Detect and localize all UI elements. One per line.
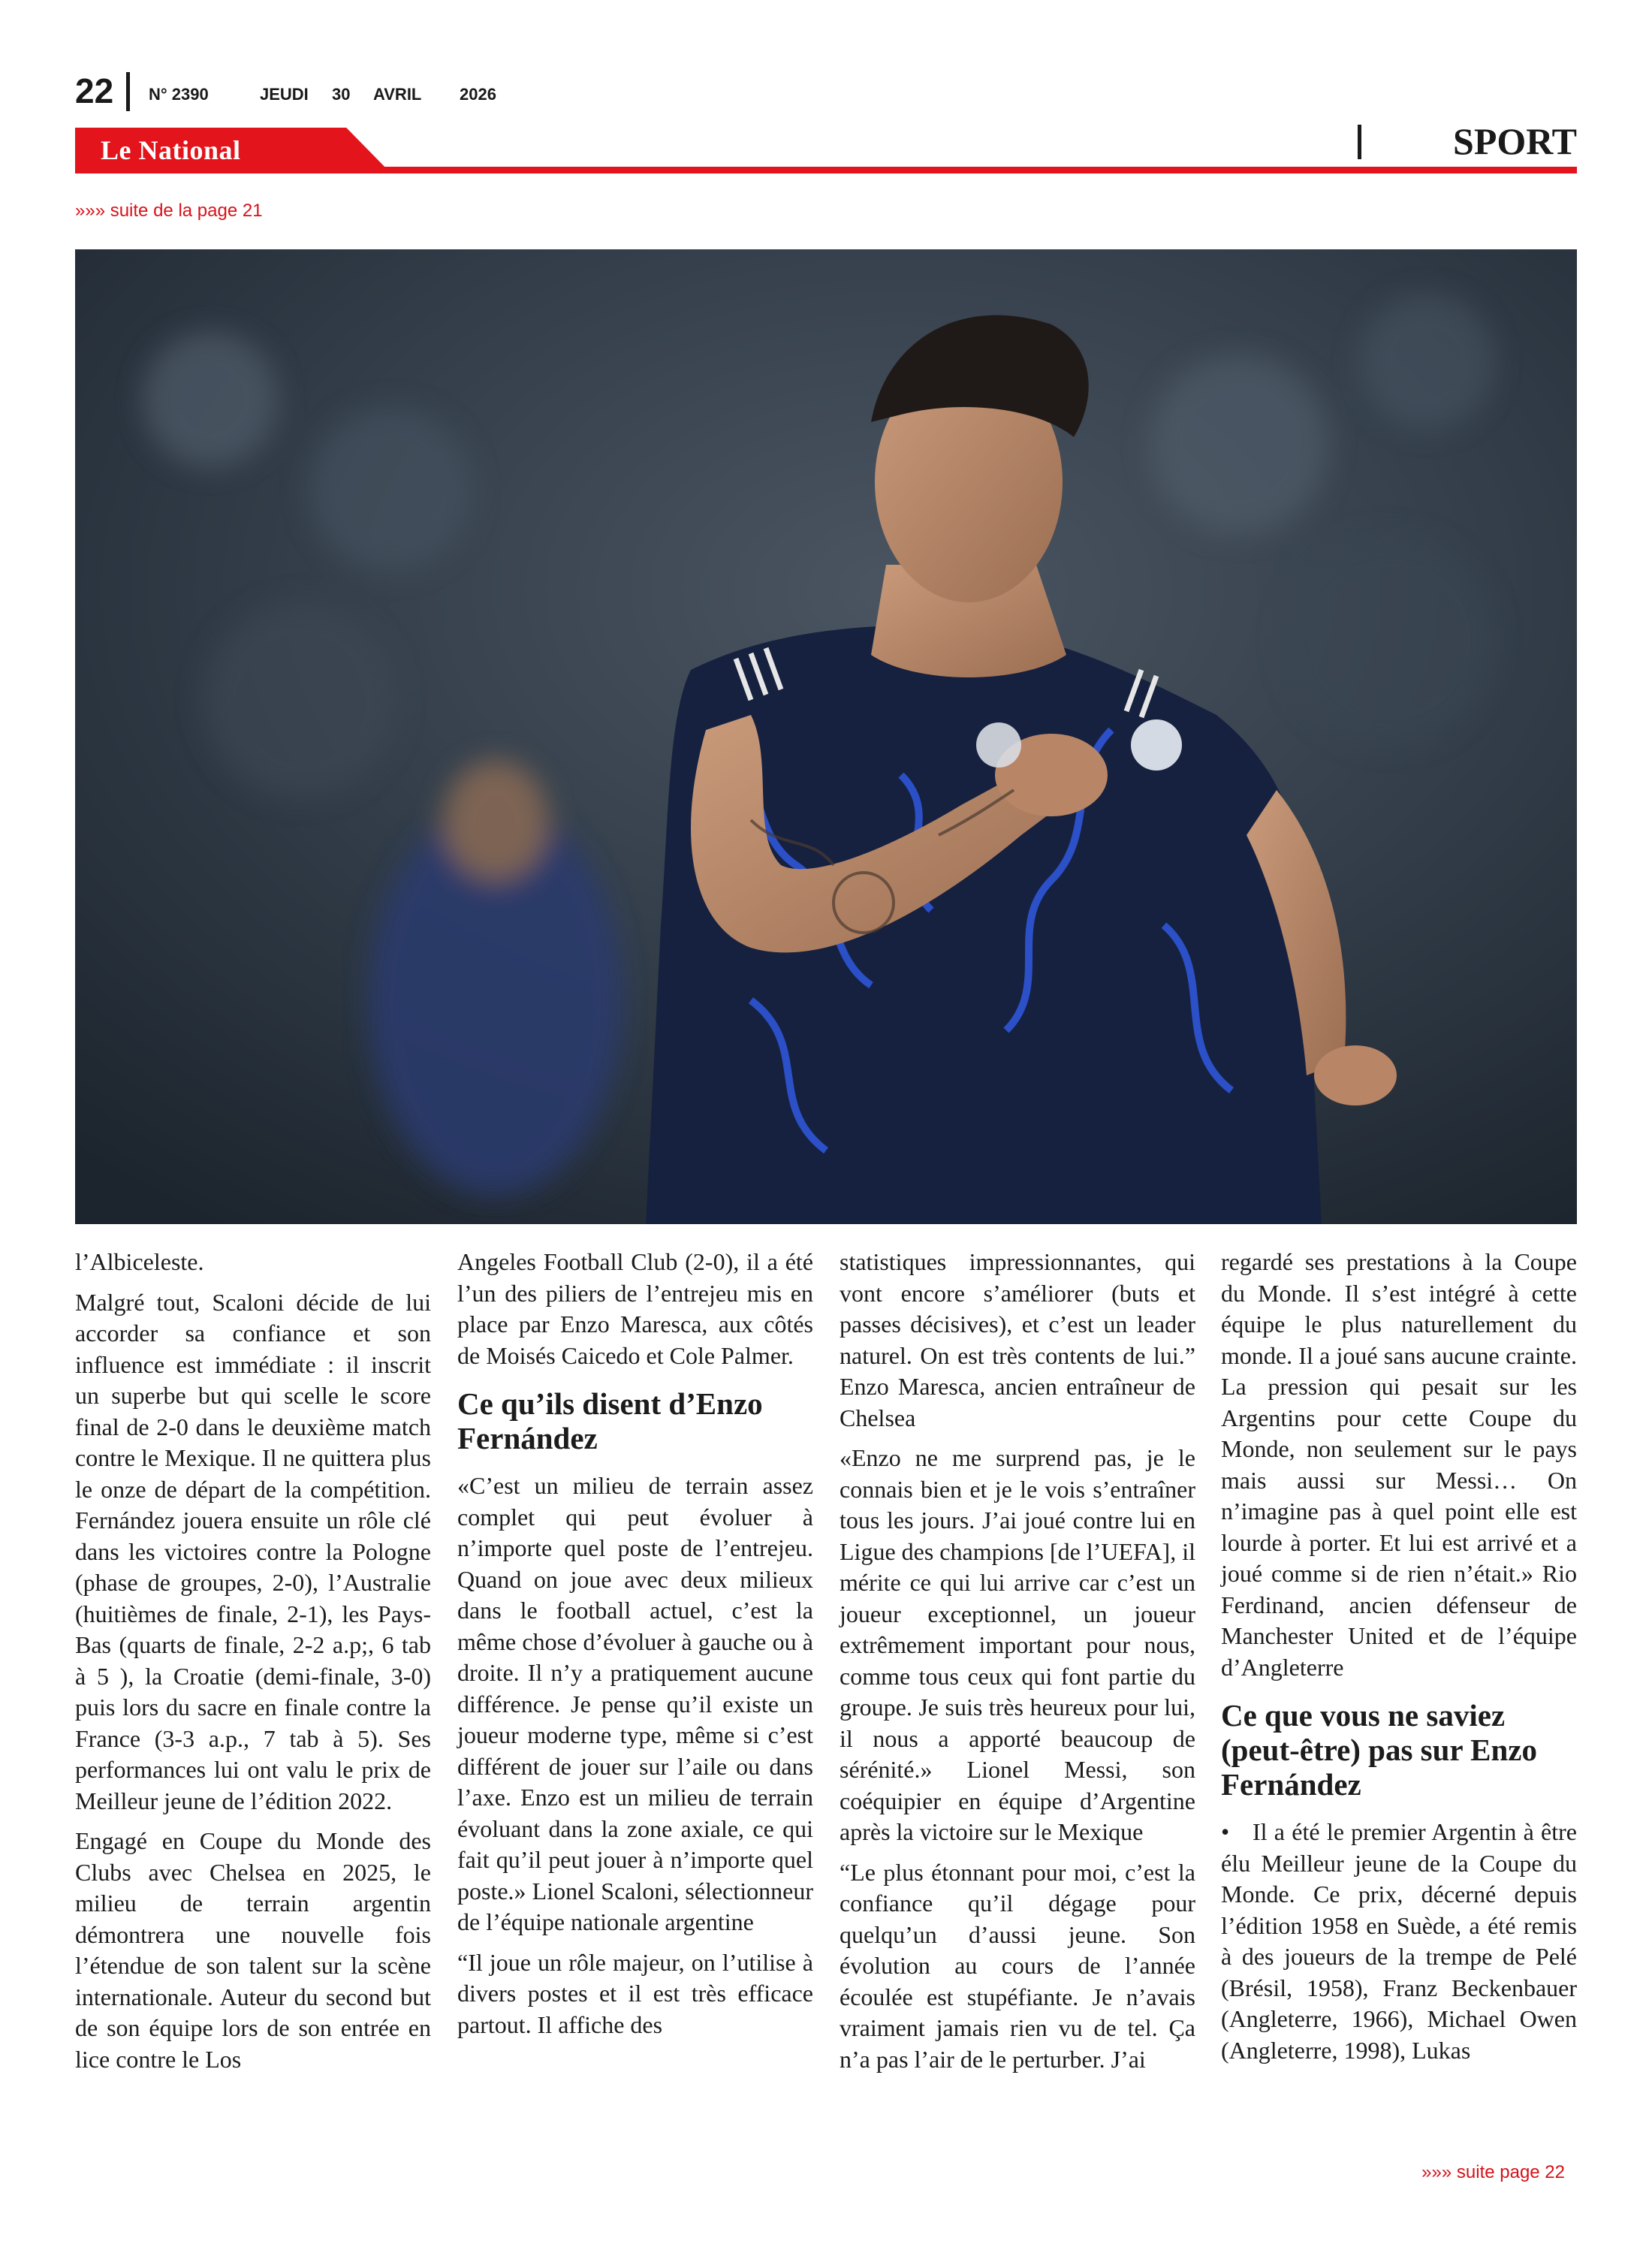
quote-paragraph: «Enzo ne me surprend pas, je le connais bien et je le vois s’entraîner tous les jours. J’ai joué contre lui en Ligue des champions [de l’UEFA], il mérite ce qui lui arrive car c’est un joueur exceptionnel, un joueur extrêmement important pour nous, comme tous ceux qui font partie du groupe. Je suis très heureux pour lui, il nous a apporté beaucoup de sérénité.» Lionel Messi, son coéquipier en équipe d’Argentine après la victoire sur le Mexique [840,1444,1195,1845]
header-divider [126,72,130,111]
article-column-1 [75,1247,431,2084]
quote-paragraph: “Il joue un rôle majeur, on l’utilise à divers postes et il est très efficace partout. Il affiche des [457,1948,813,2038]
quote-paragraph: «C’est un milieu de terrain assez complet qui peut évoluer à n’importe quel poste de l’entrejeu. Quand on joue avec deux milieux dans le football actuel, c’est la même chose d’évoluer à gauche ou à droite. Il n’y a pratiquement aucune différence. Je pense qu’il existe un joueur moderne type, même si c’est différent de jouer sur l’aile ou dans l’axe. Enzo est un milieu de terrain évoluant dans la zone axiale, ce qui fait qu’il peut jouer à n’importe quel poste.» Lionel Scaloni, sélectionneur de l’équipe nationale argentine [457,1472,813,1935]
player-photo-illustration [75,249,1577,1224]
quote-paragraph: regardé ses prestations à la Coupe du Monde. Il s’est intégré à cette équipe le plus naturellement du monde. Il a joué sans aucune crainte. La pression qui pesait sur les Argentins pour cette Coupe du Monde, non seulement sur le pays mais aussi sur Messi… On n’imagine pas à quel point elle est lourde à porter. Et lui est arrivé et a joué comme si de rien n’était.» Rio Ferdinand, ancien défenseur de Manchester United et de l’équipe d’Angleterre [1221,1248,1577,1681]
paragraph: l’Albiceleste. [75,1248,204,1275]
bullet-marker: • [1221,1818,1230,1845]
quote-paragraph: “Le plus étonnant pour moi, c’est la confiance qu’il dégage pour quelqu’un d’aussi jeune. Son évolution au cours de l’année écoulée est stupéfiante. Je n’avais vraiment jamais rien vu de tel. Ça n’a pas l’air de le perturber. J’ai [840,1858,1195,2073]
article-column-3 [840,1247,1195,2084]
article-photo [75,249,1577,1224]
issue-number: N° 2390 [149,85,209,104]
issue-year: 2026 [460,85,496,104]
section-title: SPORT [1453,120,1577,162]
quote-paragraph: statistiques impressionnantes, qui vont encore s’améliorer (buts et passes décisives), et c’est un leader naturel. On est très contents de lui.” Enzo Maresca, ancien entraîneur de Chelsea [840,1248,1195,1431]
fact-item [1221,1817,1577,2066]
fact-text: Il a été le premier Argentin à être élu Meilleur jeune de la Coupe du Monde. Ce prix, décerné depuis l’édition 1958 en Suède, a été remis à des joueurs de la trempe de Pelé (Brésil, 1958), Franz Beckenbauer (Angleterre, 1966), Michael Owen (Angleterre, 1998), Lukas [1221,1818,1577,2064]
page-number: 22 [75,71,114,110]
issue-day: JEUDI [260,85,309,104]
newspaper-logo [75,128,421,173]
continued-on-link[interactable]: »»» suite page 22 [1421,2162,1565,2182]
section-divider [1358,125,1361,159]
paragraph: Malgré tout, Scaloni décide de lui accorder sa confiance et son influence est immédiate : il inscrit un superbe but qui scelle le score final de 2-0 dans le deuxième match contre le Mexique. Il ne quittera plus le onze de départ de la compétition. Fernández jouera ensuite un rôle clé dans les victoires contre la Pologne (phase de groupes, 2-0), l’Australie (huitièmes de finale, 2-1), les Pays-Bas (quarts de finale, 2-2 a.p;, 6 tab à 5 ), la Croatie (demi-finale, 3-0) puis lors du sacre en finale contre la France (3-3 a.p., 7 tab à 5). Ses performances lui ont valu le prix de Meilleur jeune de l’édition 2022. [75,1288,431,1814]
paragraph: Engagé en Coupe du Monde des Clubs avec Chelsea en 2025, le milieu de terrain argentin démontrera une nouvelle fois l’étendue de son talent sur la scène internationale. Auteur du second but de son équipe lors de son entrée en lice contre le Los [75,1827,431,2073]
article-column-4 [1221,1247,1577,2075]
section-heading: Ce que vous ne saviez (peut-être) pas sur Enzo Fernández [1221,1698,1537,1802]
continued-from-link[interactable]: »»» suite de la page 21 [75,201,263,221]
issue-date: 30 [332,85,351,104]
paragraph: Angeles Football Club (2-0), il a été l’un des piliers de l’entrejeu mis en place par Enzo Maresca, aux côtés de Moisés Caicedo et Cole Palmer. [457,1248,813,1369]
header-rule [75,167,1577,173]
issue-month: AVRIL [373,85,422,104]
section-heading: Ce qu’ils disent d’Enzo Fernández [457,1386,763,1455]
logo-text: Le National [101,135,241,165]
article-column-2 [457,1247,813,2049]
